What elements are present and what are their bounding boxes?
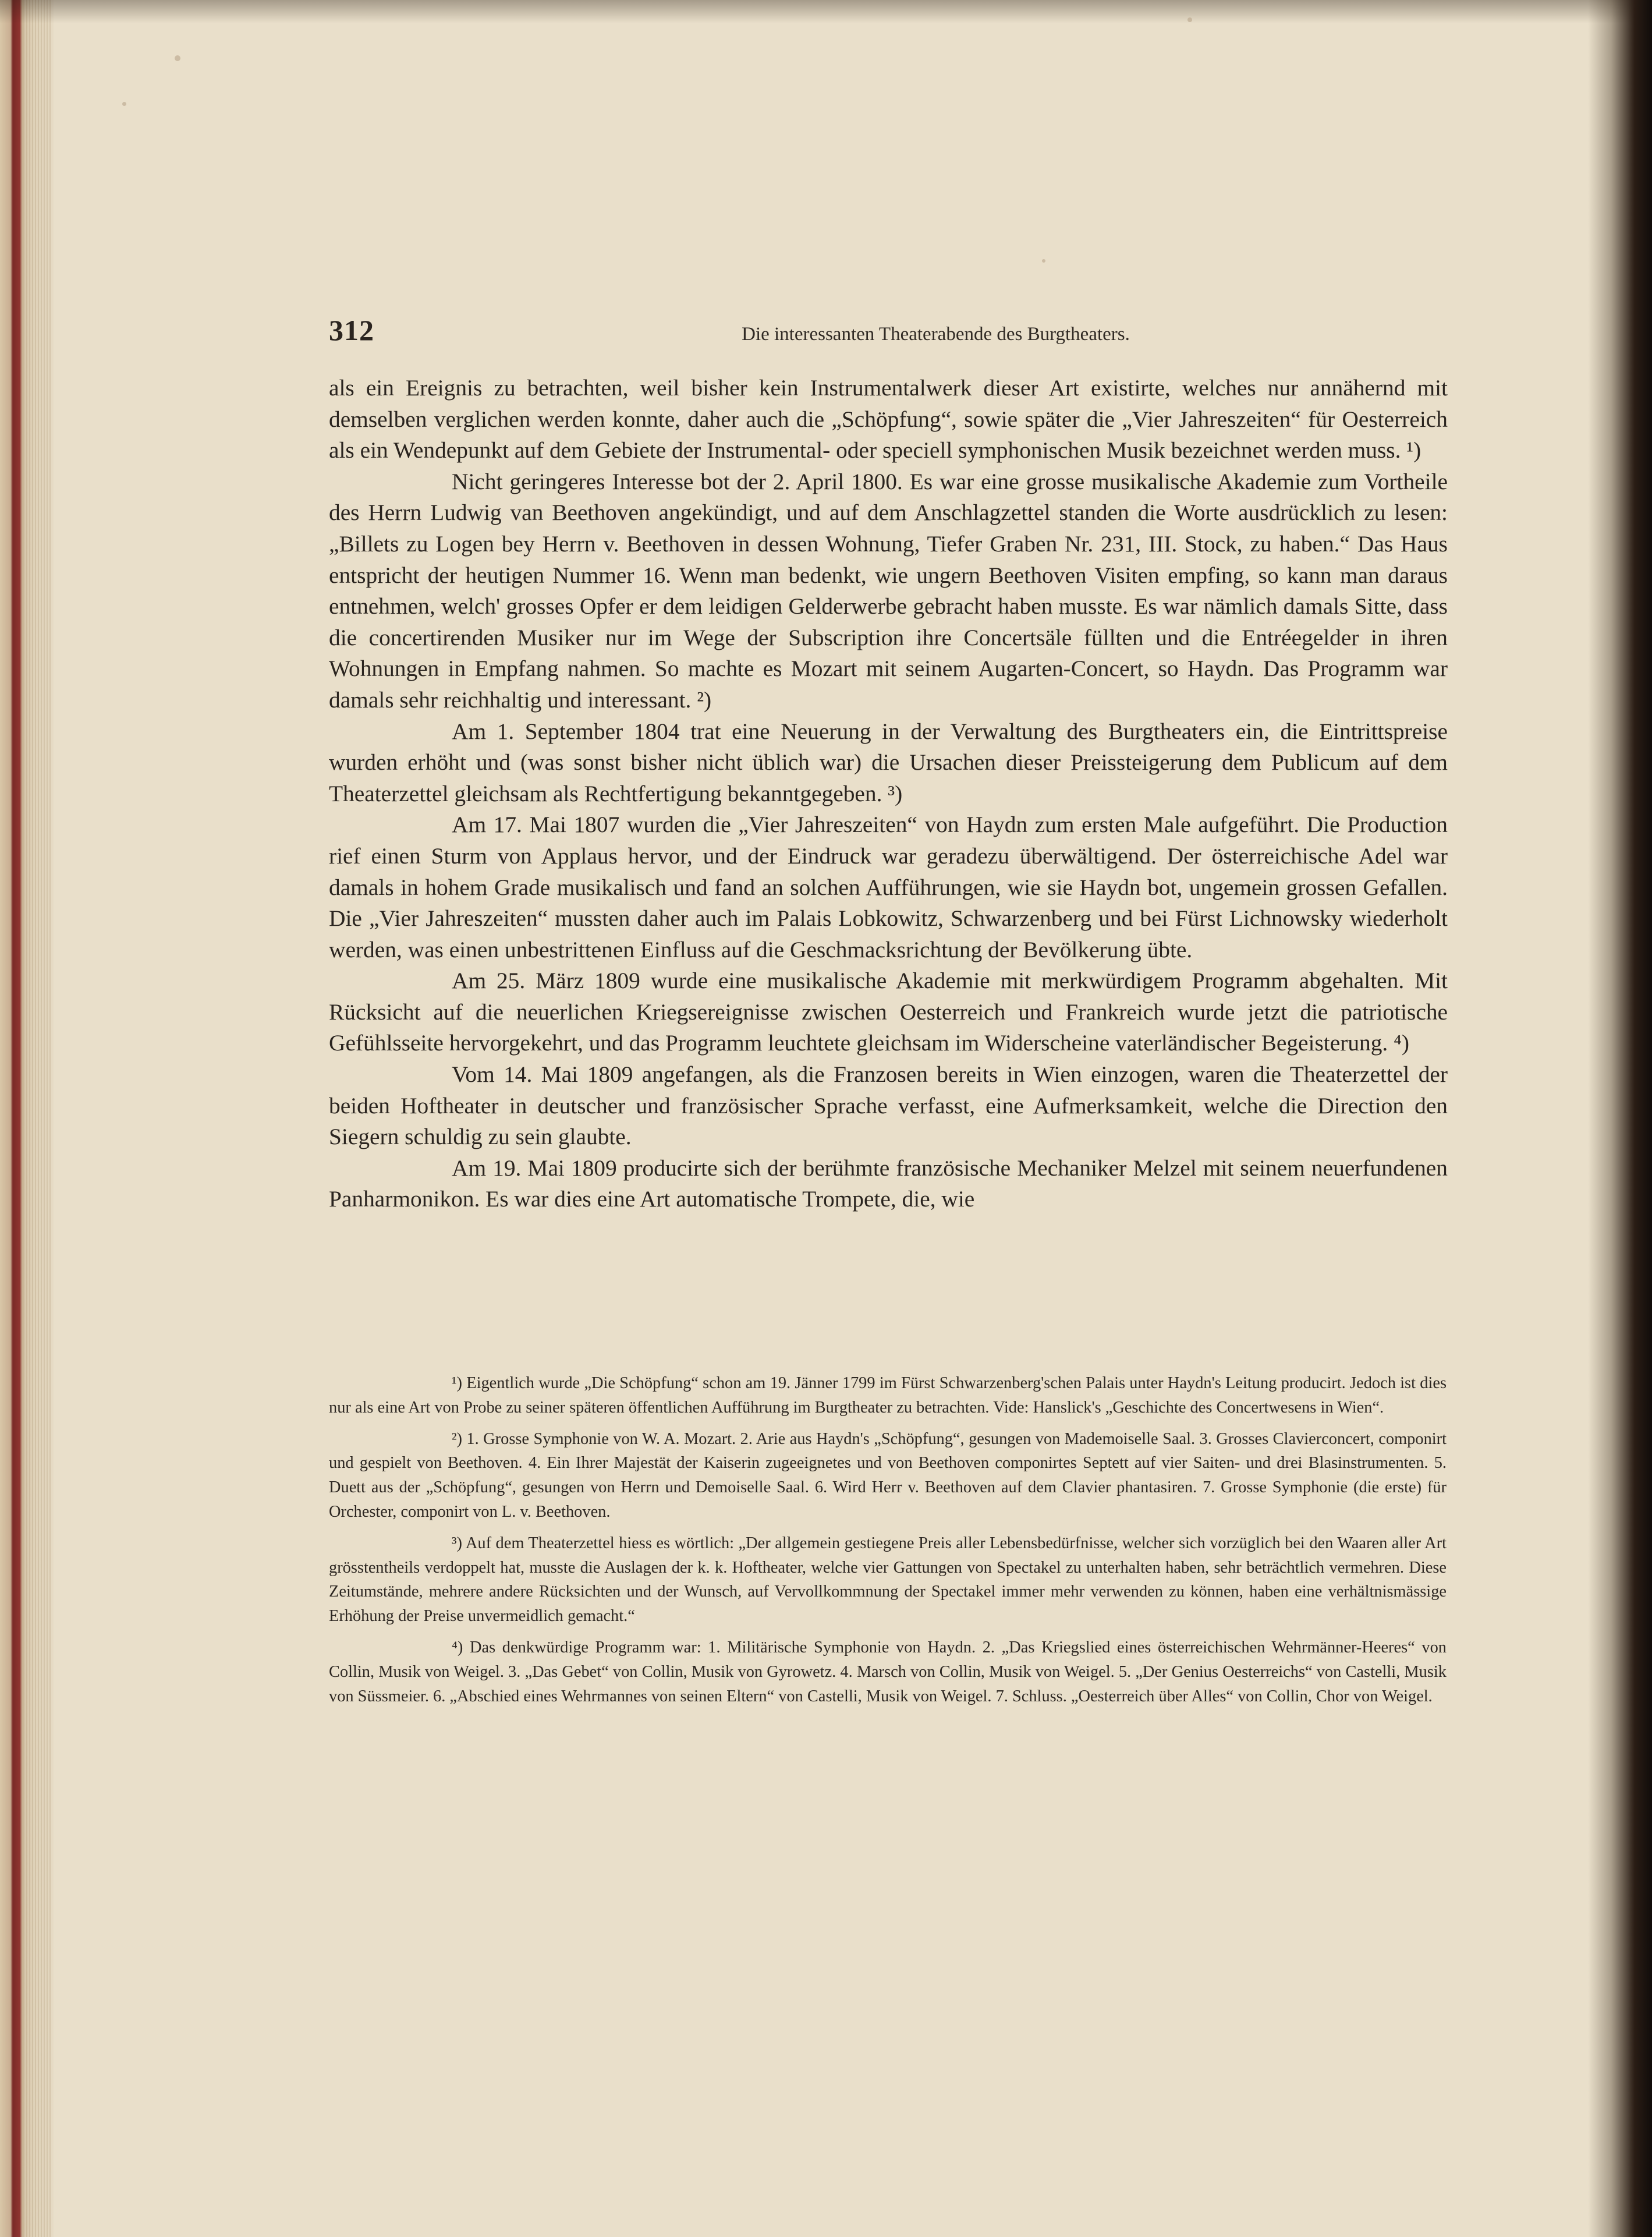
- main-text: [329, 373, 1448, 1215]
- footnote: ²) 1. Grosse Symphonie von W. A. Mozart. 2. Arie aus Haydn's „Schöpfung“, gesungen von Mademoiselle Saal. 3. Grosses Clavierconcert, componirt und gespielt von Beethoven. 4. Ein Ihrer Majestät der Kaiserin zugeeignetes und von Beethoven componirtes Septett auf vier Saiten- und drei Blasinstrumenten. 5. Duett aus der „Schöpfung“, gesungen von Herrn und Demoiselle Saal. 6. Wird Herr v. Beethoven auf dem Clavier phantasiren. 7. Grosse Symphonie (die erste) für Orchester, componirt von L. v. Beethoven.: [329, 1429, 1447, 1521]
- paragraph: Nicht geringeres Interesse bot der 2. April 1800. Es war eine grosse musikalische Akademie zum Vortheile des Herrn Ludwig van Beethoven angekündigt, und auf dem Anschlagzettel standen die Worte ausdrücklich zu lesen: „Billets zu Logen bey Herrn v. Beethoven in dessen Wohnung, Tiefer Graben Nr. 231, III. Stock, zu haben.“ Das Haus entspricht der heutigen Nummer 16. Wenn man bedenkt, wie ungern Beethoven Visiten empfing, so kann man daraus entnehmen, welch' grosses Opfer er dem leidigen Gelderwerbe gebracht haben musste. Es war nämlich damals Sitte, dass die concertirenden Musiker nur im Wege der Subscription ihre Concertsäle füllten und die Entréegelder in ihren Wohnungen in Empfang nahmen. So machte es Mozart mit seinem Augarten-Concert, so Haydn. Das Programm war damals sehr reichhaltig und interessant. ²): [329, 468, 1448, 713]
- footnotes: [329, 1371, 1447, 1715]
- paragraph: Vom 14. Mai 1809 angefangen, als die Franzosen bereits in Wien einzogen, waren die Theaterzettel der beiden Hoftheater in deutscher und französischer Sprache verfasst, eine Aufmerksamkeit, welche die Direction den Siegern schuldig zu sein glaubte.: [329, 1061, 1448, 1150]
- footnote: ³) Auf dem Theaterzettel hiess es wörtlich: „Der allgemein gestiegene Preis aller Lebensbedürfnisse, welcher sich vorzüglich bei den Waaren aller Art grösstentheils verdoppelt hat, musste die Auslagen der k. k. Hoftheater, welche vier Gattungen von Spectakel zu unterhalten haben, sehr beträchtlich vermehren. Diese Zeitumstände, mehrere andere Rücksichten und der Wunsch, auf Vervollkommnung der Spectakel immer mehr verwenden zu können, haben eine verhältnismässige Erhöhung der Preise unvermeidlich gemacht.“: [329, 1534, 1447, 1626]
- paragraph: Am 25. März 1809 wurde eine musikalische Akademie mit merkwürdigem Programm abgehalten. Mit Rücksicht auf die neuerlichen Kriegsereignisse zwischen Oesterreich und Frankreich wurde jetzt die patriotische Gefühlsseite hervorgekehrt, und das Programm leuchtete gleichsam im Widerscheine vaterländischer Begeisterung. ⁴): [329, 968, 1448, 1056]
- running-head-title: Die interessanten Theaterabende des Burgtheaters.: [742, 324, 1130, 345]
- paragraph: Am 17. Mai 1807 wurden die „Vier Jahreszeiten“ von Haydn zum ersten Male aufgeführt. Die Production rief einen Sturm von Applaus hervor, und der Eindruck war geradezu überwältigend. Der österreichische Adel war damals in hohem Grade musikalisch und fand an solchen Aufführungen, wie sie Haydn bot, ungemein grossen Gefallen. Die „Vier Jahreszeiten“ mussten daher auch im Palais Lobkowitz, Schwarzenberg und bei Fürst Lichnowsky wiederholt werden, was einen unbestrittenen Einfluss auf die Geschmacksrichtung der Bevölkerung übte.: [329, 812, 1448, 962]
- footnote: ¹) Eigentlich wurde „Die Schöpfung“ schon am 19. Jänner 1799 im Fürst Schwarzenberg'schen Palais unter Haydn's Leitung producirt. Jedoch ist dies nur als eine Art von Probe zu seiner späteren öffentlichen Aufführung im Burgtheater zu betrachten. Vide: Hanslick's „Geschichte des Concertwesens in Wien“.: [329, 1374, 1447, 1417]
- footnote: ⁴) Das denkwürdige Programm war: 1. Militärische Symphonie von Haydn. 2. „Das Kriegslied eines österreichischen Wehrmänner-Heeres“ von Collin, Musik von Weigel. 3. „Das Gebet“ von Collin, Musik von Gyrowetz. 4. Marsch von Collin, Musik von Weigel. 5. „Der Genius Oesterreichs“ von Castelli, Musik von Süssmeier. 6. „Abschied eines Wehrmannes von seinen Eltern“ von Castelli, Musik von Weigel. 7. Schluss. „Oesterreich über Alles“ von Collin, Chor von Weigel.: [329, 1638, 1447, 1705]
- paragraph: Am 1. September 1804 trat eine Neuerung in der Verwaltung des Burgtheaters ein, die Eintrittspreise wurden erhöht und (was sonst bisher nicht üblich war) die Ursachen dieser Preissteigerung dem Publicum auf dem Theaterzettel gleichsam als Rechtfertigung bekanntgegeben. ³): [329, 718, 1448, 806]
- running-head: [329, 313, 1461, 360]
- paragraph: Am 19. Mai 1809 producirte sich der berühmte französische Mechaniker Melzel mit seinem neuerfundenen Panharmonikon. Es war dies eine Art automatische Trompete, die, wie: [329, 1155, 1448, 1212]
- book-spine-edge: [0, 0, 54, 2237]
- page-edge-shadow: [1588, 0, 1652, 2237]
- paragraph: als ein Ereignis zu betrachten, weil bisher kein Instrumentalwerk dieser Art existirte, welches nur annähernd mit demselben verglichen werden konnte, daher auch die „Schöpfung“, sowie später die „Vier Jahreszeiten“ für Oesterreich als ein Wendepunkt auf dem Gebiete der Instrumental- oder speciell symphonischen Musik bezeichnet werden muss. ¹): [329, 375, 1448, 463]
- page-number: 312: [329, 314, 374, 346]
